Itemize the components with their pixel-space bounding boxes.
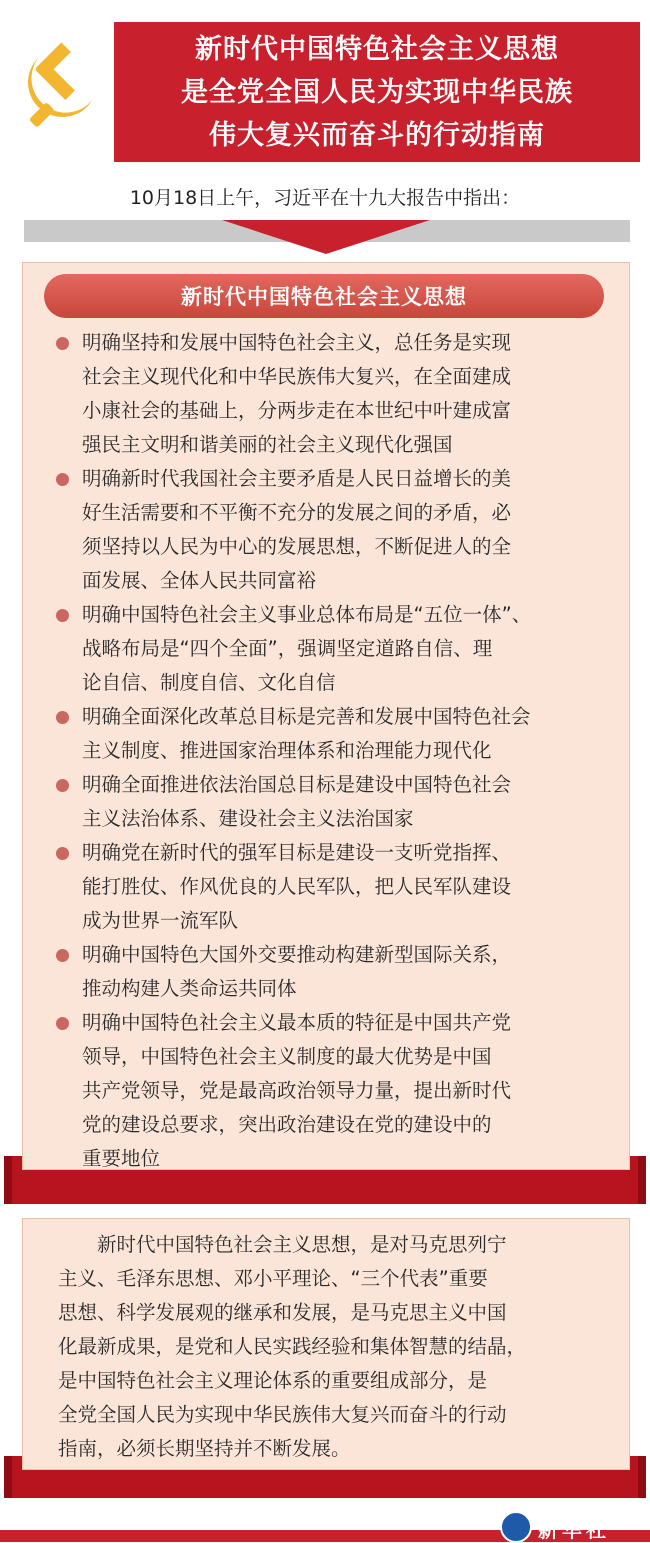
title-banner [114, 22, 640, 162]
title-line: 新时代中国特色社会主义思想 [195, 33, 559, 65]
panel-base-edge [638, 1156, 646, 1204]
list-item: 明确全面推进依法治国总目标是建设中国特色社会 主义法治体系、建设社会主义法治国家 [56, 768, 626, 836]
title-line: 伟大复兴而奋斗的行动指南 [209, 119, 545, 151]
section-heading: 新时代中国特色社会主义思想 [44, 274, 604, 318]
footer-logo [500, 1517, 610, 1542]
list-item: 明确全面深化改革总目标是完善和发展中国特色社会 主义制度、推进国家治理体系和治理能力现代化 [56, 700, 626, 768]
bullet-icon [56, 949, 69, 962]
title-line: 是全党全国人民为实现中华民族 [181, 76, 573, 108]
panel-base-edge [4, 1456, 12, 1498]
bullet-icon [56, 711, 69, 724]
panel-base-edge [4, 1156, 12, 1204]
bullet-icon [56, 337, 69, 350]
panel-base-edge [638, 1456, 646, 1498]
list-item: 明确中国特色大国外交要推动构建新型国际关系， 推动构建人类命运共同体 [56, 938, 626, 1006]
list-item: 明确中国特色社会主义最本质的特征是中国共产党 领导，中国特色社会主义制度的最大优势是中国 共产党领导，党是最高政治领导力量，提出新时代 党的建设总要求，突出政治建设在党的建设中的 重要地位 [56, 1006, 626, 1176]
list-item: 明确党在新时代的强军目标是建设一支听党指挥、 能打胜仗、作风优良的人民军队，把人民军队建设 成为世界一流军队 [56, 836, 626, 938]
hammer-sickle-icon [10, 40, 106, 136]
bullet-icon [56, 473, 69, 486]
points-list [56, 326, 626, 1176]
list-item: 明确中国特色社会主义事业总体布局是“五位一体”、 战略布局是“四个全面”，强调坚定道路自信、理 论自信、制度自信、文化自信 [56, 598, 626, 700]
list-item: 明确新时代我国社会主要矛盾是人民日益增长的美 好生活需要和不平衡不充分的发展之间的矛盾，必 须坚持以人民为中心的发展思想，不断促进人的全 面发展、全体人民共同富裕 [56, 462, 626, 598]
bullet-icon [56, 779, 69, 792]
bullet-icon [56, 847, 69, 860]
list-item: 明确坚持和发展中国特色社会主义，总任务是实现 社会主义现代化和中华民族伟大复兴，在全面建成 小康社会的基础上，分两步走在本世纪中叶建成富 强民主文明和谐美丽的社会主义现代化强国 [56, 326, 626, 462]
bullet-icon [56, 609, 69, 622]
logo-text: 新华社 [538, 1517, 610, 1542]
subtitle: 10月18日上午，习近平在十九大报告中指出： [129, 187, 521, 209]
summary-paragraph: 新时代中国特色社会主义思想，是对马克思列宁 主义、毛泽东思想、邓小平理论、“三个代表”重要 思想、科学发展观的继承和发展，是马克思主义中国 化最新成果，是党和人民实践经验和集体智慧的结晶， 是中国特色社会主义理论体系的重要组成部分，是 全党全国人民为实现中华民族伟大复兴而奋斗的行动 指南，必须长期坚持并不断发展。 [58, 1233, 527, 1460]
xinhua-logo-icon [500, 1511, 532, 1543]
down-arrow-icon [222, 220, 430, 254]
bullet-icon [56, 1017, 69, 1030]
